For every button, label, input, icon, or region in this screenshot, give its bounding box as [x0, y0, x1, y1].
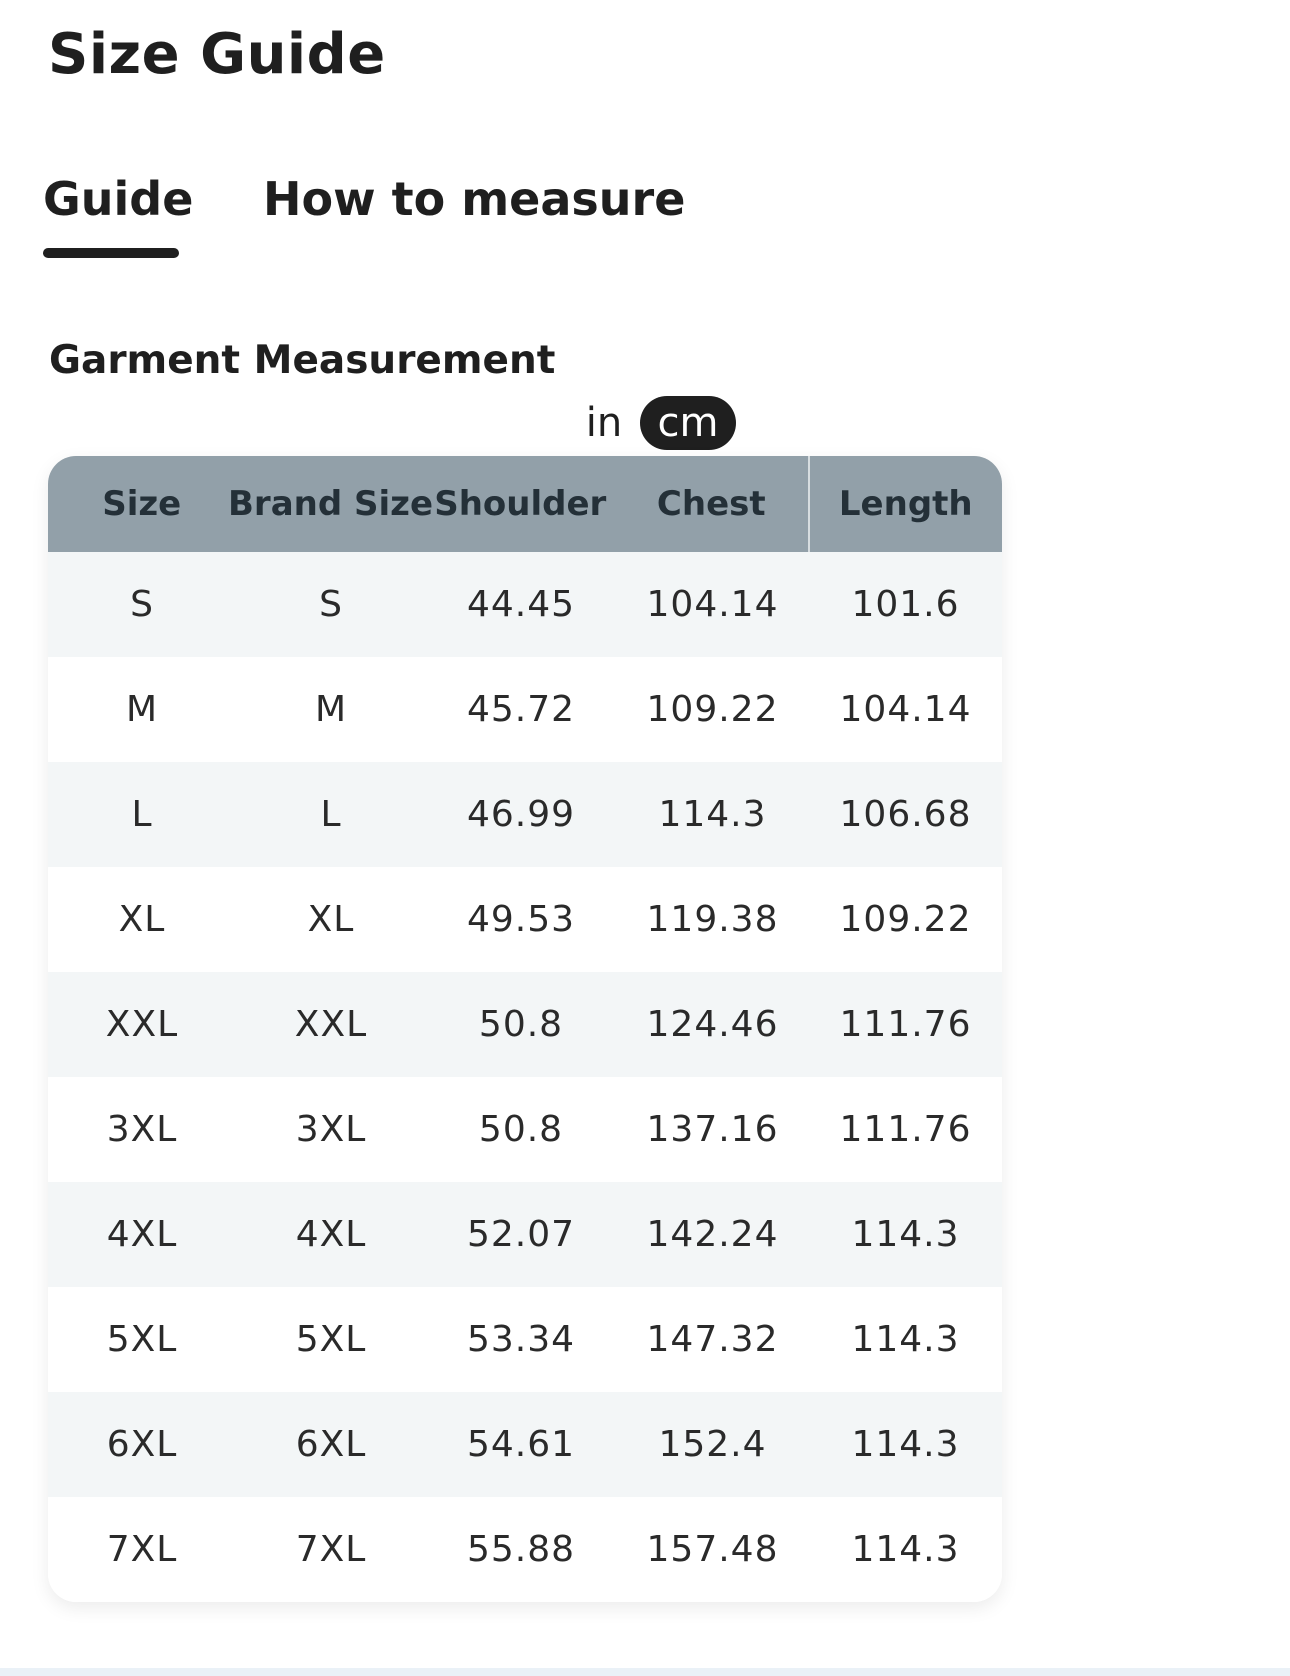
- cell-length: 101.6: [851, 584, 960, 625]
- cell-shoulder: 55.88: [466, 1529, 576, 1570]
- cell-size: 5XL: [106, 1319, 178, 1360]
- cell-shoulder: 52.07: [466, 1214, 576, 1255]
- table-row: [48, 1497, 1002, 1602]
- header-shoulder: Shoulder: [434, 484, 607, 524]
- table-row: [48, 1077, 1002, 1182]
- cell-chest: 142.24: [646, 1214, 779, 1255]
- table-header-row: [48, 456, 1002, 552]
- cell-chest: 104.14: [646, 584, 779, 625]
- cell-brand-size: 4XL: [295, 1214, 367, 1255]
- cell-length: 111.76: [839, 1004, 972, 1045]
- table-row: [48, 867, 1002, 972]
- header-length: Length: [808, 456, 1002, 552]
- cell-size: XL: [118, 899, 166, 940]
- tab-guide[interactable]: Guide: [43, 172, 194, 226]
- active-tab-indicator: [43, 248, 179, 258]
- unit-toggle: [568, 396, 736, 450]
- cell-chest: 124.46: [646, 1004, 779, 1045]
- cell-brand-size: M: [314, 689, 348, 730]
- cell-brand-size: L: [320, 794, 342, 835]
- cell-chest: 114.3: [658, 794, 767, 835]
- cell-shoulder: 50.8: [478, 1109, 564, 1150]
- cell-shoulder: 45.72: [466, 689, 576, 730]
- cell-brand-size: 5XL: [295, 1319, 367, 1360]
- header-brand-size: Brand Size: [228, 484, 434, 524]
- table-row: [48, 972, 1002, 1077]
- cell-shoulder: 54.61: [466, 1424, 576, 1465]
- cell-brand-size: 6XL: [295, 1424, 367, 1465]
- cell-shoulder: 50.8: [478, 1004, 564, 1045]
- cell-size: 3XL: [106, 1109, 178, 1150]
- cell-size: 7XL: [106, 1529, 178, 1570]
- cell-size: 6XL: [106, 1424, 178, 1465]
- cell-brand-size: 7XL: [295, 1529, 367, 1570]
- header-size: Size: [102, 484, 182, 524]
- cell-chest: 147.32: [646, 1319, 779, 1360]
- unit-option-in[interactable]: in: [585, 400, 623, 446]
- table-row: [48, 552, 1002, 657]
- cell-shoulder: 53.34: [466, 1319, 576, 1360]
- cell-chest: 157.48: [646, 1529, 779, 1570]
- bottom-edge: [0, 1668, 1290, 1676]
- tab-how-to-measure[interactable]: How to measure: [263, 172, 686, 226]
- section-title: Garment Measurement: [49, 338, 556, 383]
- cell-length: 114.3: [851, 1214, 960, 1255]
- cell-brand-size: 3XL: [295, 1109, 367, 1150]
- cell-size: 4XL: [106, 1214, 178, 1255]
- cell-length: 111.76: [839, 1109, 972, 1150]
- cell-chest: 152.4: [658, 1424, 767, 1465]
- cell-length: 106.68: [839, 794, 972, 835]
- page-title: Size Guide: [48, 22, 386, 87]
- cell-chest: 137.16: [646, 1109, 779, 1150]
- cell-brand-size: XXL: [294, 1004, 368, 1045]
- cell-shoulder: 44.45: [466, 584, 576, 625]
- cell-size: S: [130, 584, 154, 625]
- cell-chest: 109.22: [646, 689, 779, 730]
- cell-chest: 119.38: [646, 899, 779, 940]
- table-row: [48, 1182, 1002, 1287]
- table-row: [48, 1392, 1002, 1497]
- cell-shoulder: 49.53: [466, 899, 576, 940]
- cell-size: M: [125, 689, 159, 730]
- cell-length: 114.3: [851, 1529, 960, 1570]
- cell-length: 109.22: [839, 899, 972, 940]
- cell-size: L: [131, 794, 153, 835]
- cell-shoulder: 46.99: [466, 794, 576, 835]
- cell-brand-size: XL: [307, 899, 355, 940]
- cell-length: 114.3: [851, 1319, 960, 1360]
- size-table: [48, 456, 1002, 1602]
- table-row: [48, 657, 1002, 762]
- table-row: [48, 1287, 1002, 1392]
- unit-option-cm-selected[interactable]: cm: [640, 396, 736, 450]
- cell-brand-size: S: [319, 584, 343, 625]
- table-body: [48, 552, 1002, 1602]
- table-row: [48, 762, 1002, 867]
- header-chest: Chest: [656, 484, 766, 524]
- cell-size: XXL: [105, 1004, 179, 1045]
- cell-length: 104.14: [839, 689, 972, 730]
- cell-length: 114.3: [851, 1424, 960, 1465]
